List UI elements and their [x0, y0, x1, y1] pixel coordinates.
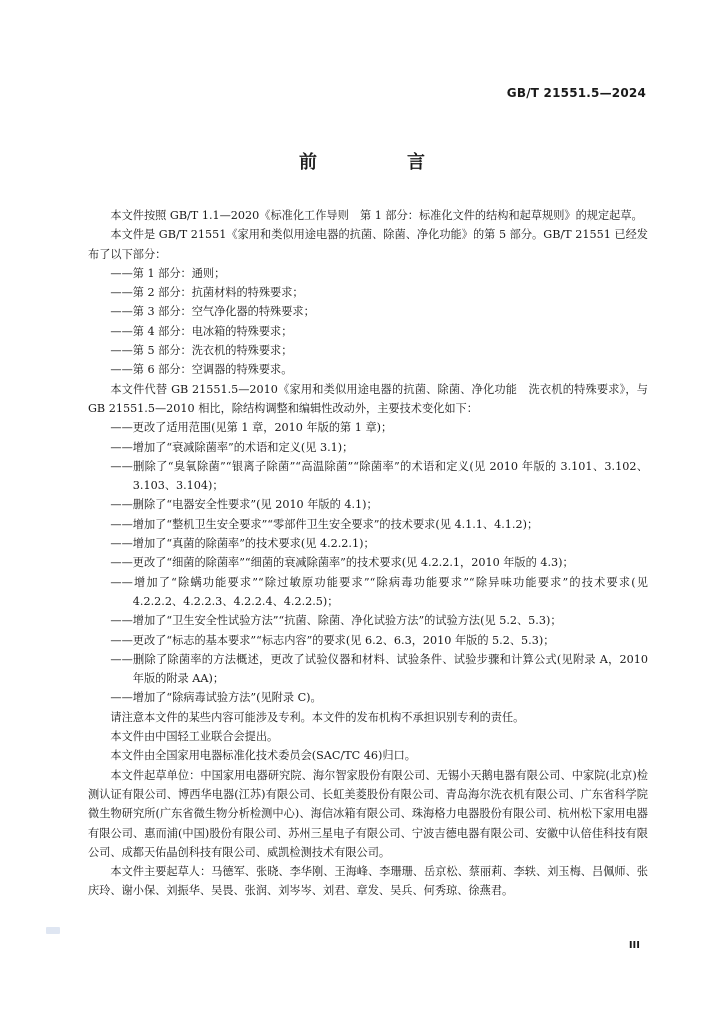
page-title: 前 言 [299, 152, 461, 173]
change-item: ——删除了“臭氧除菌”“银离子除菌”“高温除菌”“除菌率”的术语和定义(见 2010 年版的 3.101、3.102、3.103、3.104)； [110, 459, 648, 493]
change-item: ——增加了“真菌的除菌率”的技术要求(见 4.2.2.1)； [110, 537, 375, 551]
change-item: ——删除了“电器安全性要求”(见 2010 年版的 4.1)； [110, 498, 378, 512]
change-item: ——增加了“衰减除菌率”的术语和定义(见 3.1)； [110, 440, 354, 454]
change-item: ——更改了“细菌的除菌率”“细菌的衰减除菌率”的技术要求(见 4.2.2.1，2010 年版的 4.3)； [110, 556, 574, 570]
list-item: ——第 2 部分：抗菌材料的特殊要求； [110, 286, 304, 300]
paragraph: 本文件由全国家用电器标准化技术委员会(SAC/TC 46)归口。 [110, 749, 416, 763]
paragraph: 本文件主要起草人：马德军、张晓、李华刚、王海峰、李珊珊、岳京松、蔡丽莉、李轶、刘玉梅、吕佩师、张庆玲、谢小保、刘振华、吴畏、张润、刘岑岑、刘君、章发、吴兵、何秀琼、徐燕君。 [88, 865, 648, 898]
change-item: ——增加了“除螨功能要求”“除过敏原功能要求”“除病毒功能要求”“除异味功能要求”的技术要求(见 4.2.2.2、4.2.2.3、4.2.2.4、4.2.2.5)； [110, 575, 648, 608]
page-number: III [628, 940, 640, 951]
list-item: ——第 1 部分：通则； [110, 266, 226, 280]
list-item: ——第 3 部分：空气净化器的特殊要求； [110, 305, 315, 319]
foreword-body [88, 206, 648, 901]
change-item: ——增加了“除病毒试验方法”(见附录 C)。 [110, 691, 322, 705]
change-item: ——更改了适用范围(见第 1 章，2010 年版的第 1 章)； [110, 421, 393, 435]
paragraph: 本文件是 GB/T 21551《家用和类似用途电器的抗菌、除菌、净化功能》的第 5 部分。GB/T 21551 已经发布了以下部分： [88, 228, 648, 261]
change-item: ——增加了“卫生安全性试验方法”“抗菌、除菌、净化试验方法”的试验方法(见 5.2、5.3)； [110, 614, 562, 628]
change-item: ——删除了除菌率的方法概述，更改了试验仪器和材料、试验条件、试验步骤和计算公式(见附录 A，2010 年版的附录 AA)； [110, 652, 648, 686]
paragraph: 本文件代替 GB 21551.5—2010《家用和类似用途电器的抗菌、除菌、净化功能 洗衣机的特殊要求》，与 GB 21551.5—2010 相比，除结构调整和编辑性改动外，主要技术变化如下： [88, 382, 648, 415]
change-item: ——增加了“整机卫生安全要求”“零部件卫生安全要求”的技术要求(见 4.1.1、4.1.2)； [110, 517, 539, 531]
change-item: ——更改了“标志的基本要求”“标志内容”的要求(见 6.2、6.3，2010 年版的 5.2、5.3)； [110, 633, 555, 647]
list-item: ——第 5 部分：洗衣机的特殊要求； [110, 344, 293, 358]
publisher-stamp [46, 927, 60, 934]
paragraph: 请注意本文件的某些内容可能涉及专利。本文件的发布机构不承担识别专利的责任。 [110, 710, 525, 724]
paragraph: 本文件起草单位：中国家用电器研究院、海尔智家股份有限公司、无锡小天鹅电器有限公司、中家院(北京)检测认证有限公司、博西华电器(江苏)有限公司、长虹美菱股份有限公司、青岛海尔洗衣机有限公司、广东省科学院微生物研究所(广东省微生物分析检测中心)、海信冰箱有限公司、珠海格力电器股份有限公司、杭州松下家用电器有限公司、惠而浦(中国)股份有限公司、苏州三星电子有限公司、宁波吉德电器有限公司、安徽中认倍佳科技有限公司、成都天佑晶创科技有限公司、威凯检测技术有限公司。 [88, 768, 648, 859]
doc-code: GB/T 21551.5—2024 [506, 86, 646, 100]
list-item: ——第 4 部分：电冰箱的特殊要求； [110, 324, 293, 338]
paragraph: 本文件由中国轻工业联合会提出。 [110, 730, 279, 744]
list-item: ——第 6 部分：空调器的特殊要求。 [110, 363, 293, 377]
paragraph: 本文件按照 GB/T 1.1—2020《标准化工作导则 第 1 部分：标准化文件的结构和起草规则》的规定起草。 [110, 209, 643, 222]
